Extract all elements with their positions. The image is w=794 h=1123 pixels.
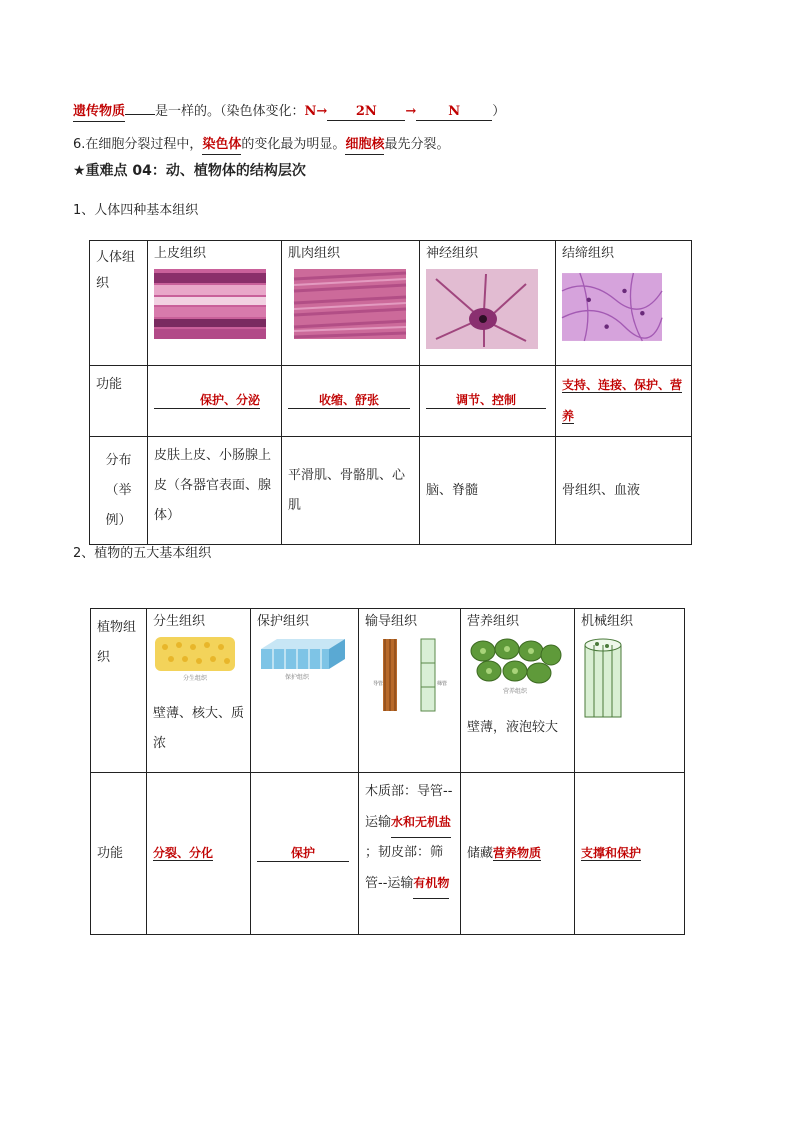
meristematic-image xyxy=(153,635,237,683)
sieve-caption: 筛管 xyxy=(437,681,448,687)
plant-tissue-table xyxy=(90,608,685,935)
func-nerve: 调节、控制 xyxy=(420,366,556,437)
func-muscle: 收缩、舒张 xyxy=(282,366,420,437)
conductive-image xyxy=(365,635,448,715)
muscle-title: 肌肉组织 xyxy=(288,246,341,261)
protective-caption: 保护组织 xyxy=(284,674,310,681)
col-connective xyxy=(556,241,692,366)
arrow-1: → xyxy=(316,104,328,119)
mechanical-title: 机械组织 xyxy=(581,614,634,629)
func-connective: 支持、连接、保护、营养 xyxy=(556,366,692,437)
connective-title: 结缔组织 xyxy=(562,246,615,261)
section2-title: 2、植物的五大基本组织 xyxy=(73,546,212,561)
protective-title: 保护组织 xyxy=(257,614,310,629)
conductive-title: 输导组织 xyxy=(365,614,418,629)
func-conductive xyxy=(359,773,461,935)
epithelial-image xyxy=(154,269,266,339)
animal-header-label: 人体组织 xyxy=(90,241,148,366)
animal-tissue-table xyxy=(89,240,692,545)
dist-muscle: 平滑肌、骨骼肌、心肌 xyxy=(282,437,420,545)
col-protective xyxy=(251,609,359,773)
plant-header-label: 植物组织 xyxy=(91,609,147,773)
col-meristematic xyxy=(147,609,251,773)
answer-chromosome: 染色体 xyxy=(202,136,241,155)
func-epithelial: 保护、分泌 xyxy=(148,366,282,437)
answer-n1: N xyxy=(304,104,317,119)
line2-a: 6.在细胞分裂过程中， xyxy=(73,137,203,152)
cell-division-line xyxy=(73,136,449,155)
animal-distribution-label: 分布（举例） xyxy=(90,437,148,545)
connective-image xyxy=(562,269,662,345)
dist-epithelial: 皮肤上皮、小肠腺上皮（各器官表面、腺体） xyxy=(148,437,282,545)
nerve-image xyxy=(426,269,538,349)
line2-e: 最先分裂。 xyxy=(384,137,450,152)
epithelial-title: 上皮组织 xyxy=(154,246,207,261)
plant-function-label: 功能 xyxy=(91,773,147,935)
storage-text: 储藏 xyxy=(467,846,494,861)
nerve-title: 神经组织 xyxy=(426,246,479,261)
line2-c: 的变化最为明显。 xyxy=(241,137,346,152)
answer-n2: N xyxy=(416,104,492,121)
col-nerve xyxy=(420,241,556,366)
meristematic-caption: 分生组织 xyxy=(182,675,208,682)
answer-nucleus: 细胞核 xyxy=(345,136,384,155)
col-mechanical xyxy=(575,609,685,773)
mechanical-image xyxy=(581,635,625,719)
func-mechanical: 支撑和保护 xyxy=(575,773,685,935)
nutritive-title: 营养组织 xyxy=(467,614,520,629)
nutritive-image xyxy=(467,635,563,699)
meristematic-note: 壁薄、核大、质浓 xyxy=(153,706,245,751)
answer-2n: 2N xyxy=(327,104,405,121)
close-paren: ） xyxy=(492,104,506,119)
func-nutritive xyxy=(461,773,575,935)
dist-connective: 骨组织、血液 xyxy=(556,437,692,545)
func-protective: 保护 xyxy=(251,773,359,935)
protective-image xyxy=(257,635,347,683)
col-epithelial xyxy=(148,241,282,366)
animal-function-label: 功能 xyxy=(90,366,148,437)
muscle-image xyxy=(288,269,412,339)
chromosome-line xyxy=(73,103,505,122)
section-heading: ★重难点 04：动、植物体的结构层次 xyxy=(73,163,306,179)
col-nutritive xyxy=(461,609,575,773)
arrow-2: → xyxy=(405,104,417,119)
vessel-caption: 导管 xyxy=(373,681,384,687)
phloem-text: ；韧皮部：筛管--运输 xyxy=(365,845,444,891)
nutritive-note: 壁薄，液泡较大 xyxy=(467,720,559,735)
meristematic-title: 分生组织 xyxy=(153,614,206,629)
func-meristematic: 分裂、分化 xyxy=(147,773,251,935)
answer-organic: 有机物 xyxy=(413,868,449,899)
col-muscle xyxy=(282,241,420,366)
nutritive-caption: 营养组织 xyxy=(502,688,528,695)
col-conductive xyxy=(359,609,461,773)
section1-title: 1、人体四种基本组织 xyxy=(73,203,199,218)
xylem-text: 木质部：导管--运输 xyxy=(365,784,453,830)
answer-genetic-material: 遗传物质 xyxy=(73,103,125,122)
line1-text: 是一样的。（染色体变化： xyxy=(155,104,305,119)
answer-nutrients: 营养物质 xyxy=(493,846,542,860)
dist-nerve: 脑、脊髓 xyxy=(420,437,556,545)
answer-water-mineral: 水和无机盐 xyxy=(391,807,451,838)
